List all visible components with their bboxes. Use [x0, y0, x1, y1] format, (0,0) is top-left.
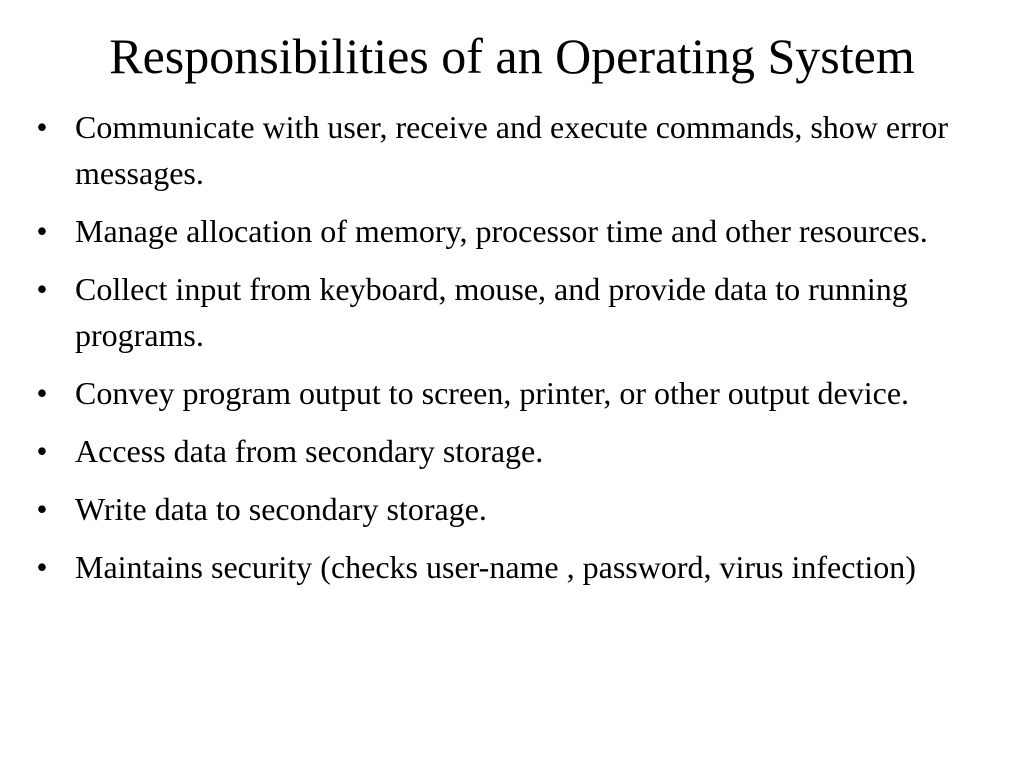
bullet-text: Manage allocation of memory, processor time and other resources.: [75, 213, 928, 249]
bullet-dot-icon: •: [36, 549, 48, 585]
bullet-text: Access data from secondary storage.: [75, 433, 544, 469]
bullet-dot-icon: •: [36, 213, 48, 249]
bullet-text: Write data to secondary storage.: [75, 491, 487, 527]
bullet-item: [30, 208, 1010, 254]
bullet-item: [30, 266, 1010, 358]
bullet-text: Communicate with user, receive and execute commands, show error messages.: [75, 109, 949, 191]
bullet-text: Collect input from keyboard, mouse, and provide data to running programs.: [75, 271, 908, 353]
bullet-dot-icon: •: [36, 375, 48, 411]
bullet-item: [30, 428, 1010, 474]
bullet-item: [30, 486, 1010, 532]
bullet-text: Convey program output to screen, printer, or other output device.: [75, 375, 910, 411]
bullet-dot-icon: •: [36, 109, 48, 145]
bullet-dot-icon: •: [36, 271, 48, 307]
bullet-list: [30, 104, 1010, 602]
bullet-item: [30, 104, 1010, 196]
bullet-dot-icon: •: [36, 433, 48, 469]
slide-title: Responsibilities of an Operating System: [109, 28, 915, 84]
bullet-item: [30, 370, 1010, 416]
bullet-text: Maintains security (checks user-name , password, virus infection): [75, 549, 916, 585]
bullet-dot-icon: •: [36, 491, 48, 527]
bullet-item: [30, 544, 1010, 590]
